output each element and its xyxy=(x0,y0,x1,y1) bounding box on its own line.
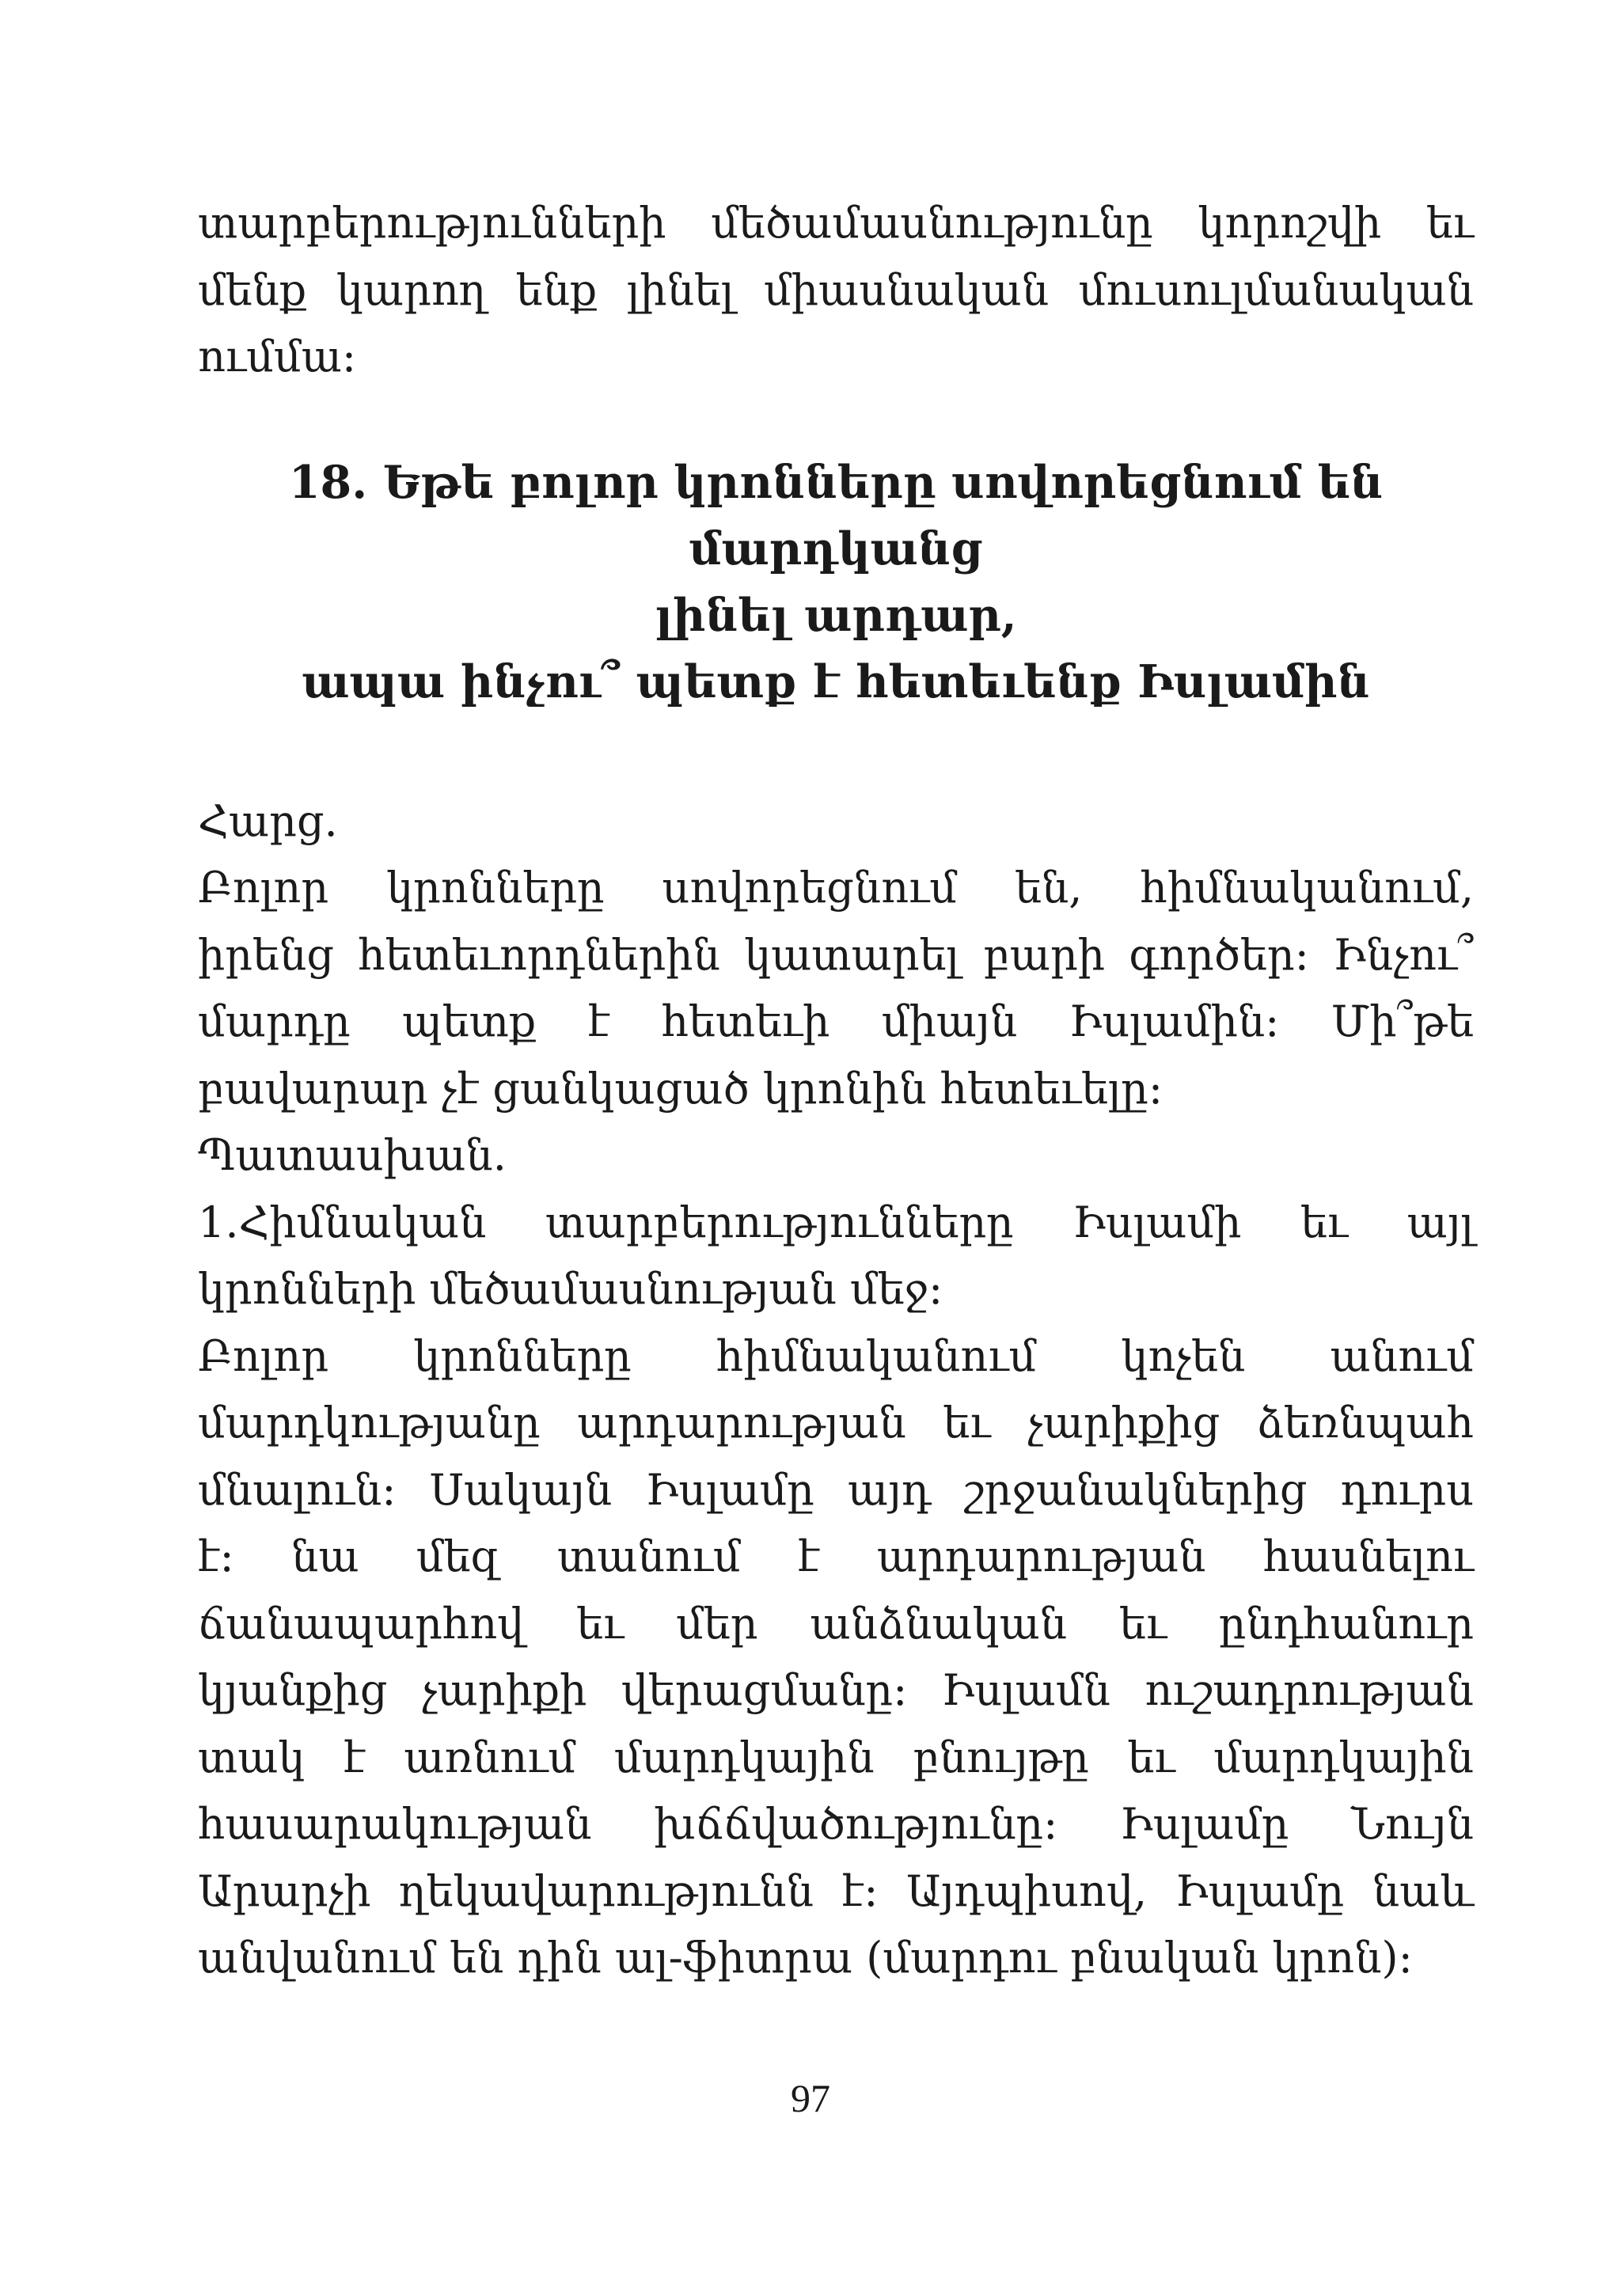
text-line: անվանում են դին ալ-ֆիտրա (մարդու բնական կրոն): xyxy=(198,1933,1413,1983)
page-content xyxy=(198,190,1474,1992)
text-line: հասարակության խճճվածությունը: Իսլամը Նույն xyxy=(198,1799,1474,1849)
section-heading xyxy=(198,450,1474,715)
heading-line: ապա ինչու՞ պետք է հետեւենք Իսլամին xyxy=(302,655,1370,708)
text-line: բավարար չէ ցանկացած կրոնին հետեւելը: xyxy=(198,1063,1164,1114)
heading-line: 18. Եթե բոլոր կրոնները սովորեցնում են մարդկանց xyxy=(288,455,1384,575)
heading-line: լինել արդար, xyxy=(655,588,1017,642)
text-line: Պատասխան. xyxy=(198,1130,507,1180)
text-line: մարդկությանը արդարության եւ չարիքից ձեռնպահ xyxy=(198,1398,1474,1448)
text-line: 1.Հիմնական տարբերությունները Իսլամի եւ այլ xyxy=(198,1197,1474,1247)
text-line: տարբերությունների մեծամասնությունը կորոշվի եւ xyxy=(198,198,1474,248)
text-line: Հարց. xyxy=(198,795,338,846)
text-line: մարդը պետք է հետեւի միայն Իսլամին: Մի՞թե xyxy=(198,996,1474,1046)
text-line: ճանապարհով եւ մեր անձնական եւ ընդհանուր xyxy=(198,1598,1474,1649)
text-line: է: նա մեզ տանում է արդարության հասնելու xyxy=(198,1531,1474,1581)
text-line: մնալուն: Սակայն Իսլամը այդ շրջանակներից դուրս xyxy=(198,1464,1474,1515)
text-line: մենք կարող ենք լինել միասնական մուսուլմանական xyxy=(198,264,1474,315)
text-line: տակ է առնում մարդկային բնույթը եւ մարդկային xyxy=(198,1732,1474,1782)
text-line: կյանքից չարիքի վերացմանը: Իսլամն ուշադրության xyxy=(198,1665,1474,1715)
text-line: Բոլոր կրոնները հիմնականում կոչեն անում xyxy=(198,1330,1474,1381)
body-paragraph xyxy=(198,788,1474,1992)
text-line: Արարչի ղեկավարությունն է: Այդպիսով, Իսլամը նաև xyxy=(198,1865,1474,1916)
text-line: կրոնների մեծամասնության մեջ: xyxy=(198,1264,943,1314)
text-line: Բոլոր կրոնները սովորեցնում են, հիմնականում, xyxy=(198,863,1474,913)
intro-paragraph xyxy=(198,190,1474,391)
text-line: ումմա: xyxy=(198,332,357,381)
text-line: իրենց հետեւորդներին կատարել բարի գործեր: Ինչու՞ xyxy=(198,929,1474,980)
page-number: 97 xyxy=(791,2076,830,2120)
